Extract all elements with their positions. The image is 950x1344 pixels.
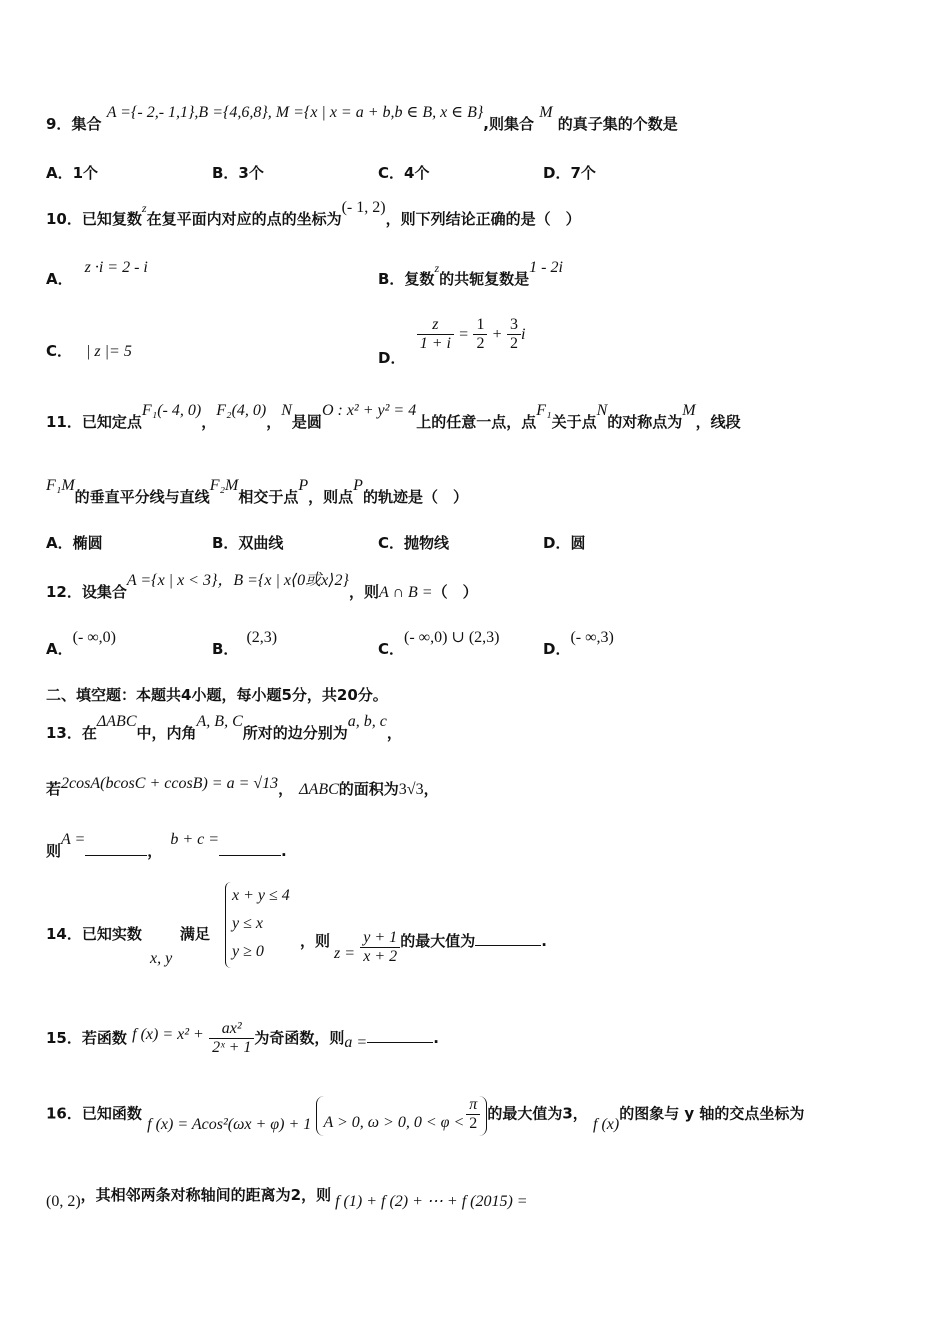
q11-option-d: D．圆: [543, 534, 586, 552]
question-10: 10．已知复数$^z$在复平面内对应的点的坐标为(- 1, 2)，则下列结论正确的是（ ）: [46, 199, 581, 228]
q12-option-b: B．(2,3): [212, 629, 278, 658]
q11-option-a: A．椭圆: [46, 534, 103, 552]
q9-option-b: B．3个: [212, 164, 264, 182]
q12-option-d: D．(- ∞,3): [543, 629, 614, 658]
q11-option-b: B．双曲线: [212, 534, 284, 552]
question-11: 11．已知定点F₁(- 4, 0)，F₂(4, 0)，N是圆O : x² + y² = 4上的任意一点，点F₁关于点N的对称点为M，线段: [46, 402, 741, 431]
question-12: 12．设集合A ={x | x < 3}，B ={x | x⟨0或x⟩2}，则A ∩ B =（ ）: [46, 572, 478, 601]
q9-option-c: C．4个: [378, 164, 430, 182]
q9-number: 9．: [46, 115, 72, 133]
section-2-heading: 二、填空题：本题共4小题，每小题5分，共20分。: [46, 686, 388, 704]
question-15: 15．若函数 f (x) = x² + $\frac{\text{ax²}}{\text{2ˣ + 1}}$ 为奇函数，则a = .: [46, 1020, 439, 1056]
q10-option-a: A．z ·i = 2 - i: [46, 259, 148, 288]
question-16-line-2: (0, 2)，其相邻两条对称轴间的距离为2，则 f (1) + f (2) + ⋯ + f (2015) =: [46, 1186, 528, 1210]
answer-blank-a[interactable]: [85, 841, 147, 856]
question-14: 14．已知实数 满足: [46, 925, 210, 943]
answer-blank-14[interactable]: [475, 931, 541, 946]
q10-option-d: D． $\frac{z}{1 + i}$ = $\frac{1}{2}$ + $\frac{3}{2}$ i: [378, 316, 526, 367]
q12-option-a: A．(- ∞,0): [46, 629, 116, 658]
q9-option-d: D．7个: [543, 164, 596, 182]
question-13-line-3: 则A =，b + c =.: [46, 831, 287, 860]
question-11-line-2: F₁M的垂直平分线与直线F₂M相交于点P，则点P的轨迹是（ ）: [46, 477, 468, 506]
answer-blank-15[interactable]: [367, 1028, 433, 1043]
q16-condition: A > 0, ω > 0, 0 < φ < $\frac{\pi}{2}$: [316, 1096, 487, 1136]
question-16: 16．已知函数 f (x) = Acos²(ωx + φ) + 1 A > 0, ω > 0, 0 < φ < $\frac{\pi}{2}$ 的最大值为3， f (x)的图象与 y 轴的交点坐标为: [46, 1094, 804, 1134]
question-13-line-2: 若2cosA(bcosC + ccosB) = a = √13， ΔABC的面积为3√3，: [46, 775, 439, 798]
q14-variables: x, y: [150, 950, 173, 967]
q11-option-c: C．抛物线: [378, 534, 450, 552]
q9-set-math: A ={- 2,- 1,1},B ={4,6,8}, M ={x | x = a + b,b ∈ B, x ∈ B}: [106, 104, 484, 121]
q10-option-b: B．复数$^z$的共轭复数是1 - 2i: [378, 259, 563, 288]
question-9: 9．集合 A ={- 2,- 1,1},B ={4,6,8}, M ={x | x = a + b,b ∈ B, x ∈ B},则集合 M 的真子集的个数是: [46, 104, 678, 133]
q9-option-a: A．1个: [46, 164, 99, 182]
q10-option-c: C． | z |= 5: [46, 342, 132, 360]
q14-constraint-system: x + y ≤ 4 y ≤ x y ≥ 0: [225, 882, 290, 968]
q12-option-c: C．(- ∞,0) ∪ (2,3): [378, 629, 500, 658]
question-14-tail: ，则z = $\frac{y + 1}{x + 2}$ 的最大值为 .: [300, 929, 547, 965]
answer-blank-bc[interactable]: [219, 841, 281, 856]
question-13: 13．在ΔABC中，内角A, B, C所对的边分别为a, b, c，: [46, 713, 402, 742]
